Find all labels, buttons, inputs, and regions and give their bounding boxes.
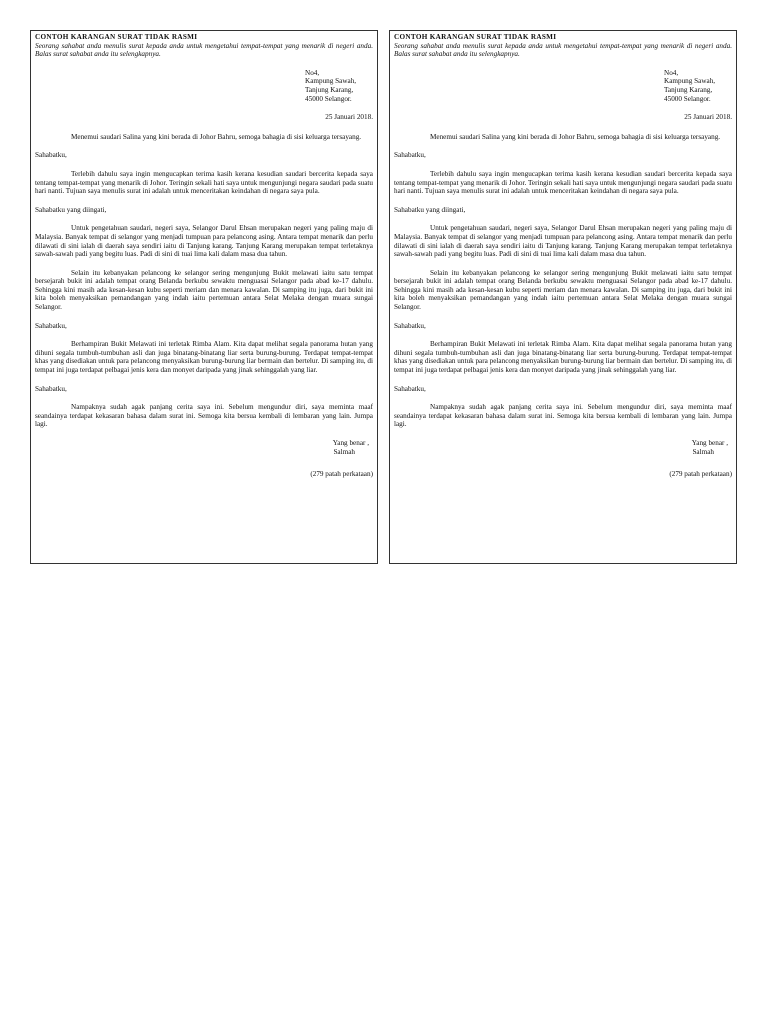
- body-paragraph: Terlebih dahulu saya ingin mengucapkan terima kasih kerana kesudian saudari bercerita kepada saya tentang tempat-tempat yang menarik di Johor. Teringin sekali hati saya untuk mengunjungi negara saudari pada suatu hari nanti. Tujuan saya menulis surat ini adalah untuk menceritakan keindahan di negara saya pula.: [394, 169, 732, 196]
- body-paragraph: Selain itu kebanyakan pelancong ke selangor sering mengunjung Bukit melawati iaitu satu tempat bersejarah bukit ini adalah tempat orang Belanda berkubu sewaktu menguasai Selangor pada abad ke-17 dahulu. Sehingga kini masih ada kesan-kesan kubu seperti meriam dan menara kawalan. Di samping itu juga, dari bukit ini kita boleh menyaksikan pemandangan yang indah iaitu pertemuan antara Selat Melaka dengan muara sungai Selangor.: [35, 268, 373, 312]
- salutation: Sahabatku,: [35, 384, 67, 393]
- word-count: (279 patah perkataan): [310, 470, 373, 479]
- page-title: CONTOH KARANGAN SURAT TIDAK RASMI: [394, 33, 557, 41]
- salutation: Sahabatku,: [394, 151, 426, 160]
- letter-date: 25 Januari 2018.: [684, 113, 732, 122]
- salutation: Sahabatku,: [35, 151, 67, 160]
- closing-block: [394, 439, 728, 456]
- address-line: 45000 Selangor.: [305, 94, 352, 103]
- address-line: No4,: [305, 68, 320, 77]
- sender-address: [305, 69, 373, 103]
- greeting-paragraph: Menemui saudari Salina yang kini berada di Johor Bahru, semoga bahagia di sisi keluarga tersayang.: [430, 132, 721, 141]
- body-paragraph: Untuk pengetahuan saudari, negeri saya, Selangor Darul Ehsan merupakan negeri yang paling maju di Malaysia. Banyak tempat di selangor yang menjadi tumpuan para pelancong asing. Antara tempat menarik dan perlu dilawati di sini ialah di daerah saya sendiri iaitu di Tanjung karang. Tanjung Karang merupakan tempat terletaknya sawah-sawah padi yang begitu luas. Padi di sini di tuai lima kali dalam masa dua tahun.: [394, 224, 732, 259]
- address-line: Kampung Sawah,: [664, 77, 716, 86]
- signature-name: Salmah: [333, 447, 355, 456]
- closing-text: Yang benar ,: [691, 439, 728, 447]
- greeting-paragraph: Menemui saudari Salina yang kini berada di Johor Bahru, semoga bahagia di sisi keluarga tersayang.: [71, 132, 362, 141]
- body-paragraph: Nampaknya sudah agak panjang cerita saya ini. Sebelum mengundur diri, saya meminta maaf seandainya terdapat kekasaran bahasa dalam surat ini. Semoga kita bersua kembali di lembaran yang lain. Jumpa lagi.: [394, 403, 732, 429]
- closing-text: Yang benar ,: [332, 439, 369, 447]
- address-line: 45000 Selangor.: [664, 94, 711, 103]
- salutation: Sahabatku,: [35, 321, 67, 330]
- salutation: Sahabatku,: [394, 384, 426, 393]
- sender-address: [664, 69, 732, 103]
- salutation: Sahabatku yang diingati,: [35, 205, 107, 214]
- address-line: Tanjung Karang,: [305, 85, 354, 94]
- body-paragraph: Terlebih dahulu saya ingin mengucapkan terima kasih kerana kesudian saudari bercerita kepada saya tentang tempat-tempat yang menarik di Johor. Teringin sekali hati saya untuk mengunjungi negara saudari pada suatu hari nanti. Tujuan saya menulis surat ini adalah untuk menceritakan keindahan di negara saya pula.: [35, 169, 373, 196]
- body-paragraph: Untuk pengetahuan saudari, negeri saya, Selangor Darul Ehsan merupakan negeri yang paling maju di Malaysia. Banyak tempat di selangor yang menjadi tumpuan para pelancong asing. Antara tempat menarik dan perlu dilawati di sini ialah di daerah saya sendiri iaitu di Tanjung karang. Tanjung Karang merupakan tempat terletaknya sawah-sawah padi yang begitu luas. Padi di sini di tuai lima kali dalam masa dua tahun.: [35, 224, 373, 259]
- salutation: Sahabatku yang diingati,: [394, 205, 466, 214]
- address-line: No4,: [664, 68, 679, 77]
- word-count: (279 patah perkataan): [669, 470, 732, 479]
- address-line: Tanjung Karang,: [664, 85, 713, 94]
- body-paragraph: Nampaknya sudah agak panjang cerita saya ini. Sebelum mengundur diri, saya meminta maaf seandainya terdapat kekasaran bahasa dalam surat ini. Semoga kita bersua kembali di lembaran yang lain. Jumpa lagi.: [35, 403, 373, 429]
- question-text: Seorang sahabat anda menulis surat kepada anda untuk mengetahui tempat-tempat yang menarik di negeri anda. Balas surat sahabat anda itu selengkapnya.: [394, 41, 732, 59]
- body-paragraph: Selain itu kebanyakan pelancong ke selangor sering mengunjung Bukit melawati iaitu satu tempat bersejarah bukit ini adalah tempat orang Belanda berkubu sewaktu menguasai Selangor pada abad ke-17 dahulu. Sehingga kini masih ada kesan-kesan kubu seperti meriam dan menara kawalan. Di samping itu juga, dari bukit ini kita boleh menyaksikan pemandangan yang indah iaitu pertemuan antara Selat Melaka dengan muara sungai Selangor.: [394, 268, 732, 312]
- signature-name: Salmah: [692, 447, 714, 456]
- question-text: Seorang sahabat anda menulis surat kepada anda untuk mengetahui tempat-tempat yang menarik di negeri anda. Balas surat sahabat anda itu selengkapnya.: [35, 41, 373, 59]
- letter-page-left: [30, 30, 378, 564]
- page-title: CONTOH KARANGAN SURAT TIDAK RASMI: [35, 33, 198, 41]
- letter-page-right: [389, 30, 737, 564]
- body-paragraph: Berhampiran Bukit Melawati ini terletak Rimba Alam. Kita dapat melihat segala panorama hutan yang dihuni segala tumbuh-tumbuhan asli dan juga binatang-binatang liar serta burung-burung. Terdapat tempat-tempat khas yang disediakan untuk para pelancong menyaksikan burung-burung liar bermain dan bertelur. Di samping itu, di tempat ini juga terdapat pelbagai jenis kera dan monyet daripada yang jinak sehinggalah yang liar.: [35, 340, 373, 375]
- letter-date: 25 Januari 2018.: [325, 113, 373, 122]
- body-paragraph: Berhampiran Bukit Melawati ini terletak Rimba Alam. Kita dapat melihat segala panorama hutan yang dihuni segala tumbuh-tumbuhan asli dan juga binatang-binatang liar serta burung-burung. Terdapat tempat-tempat khas yang disediakan untuk para pelancong menyaksikan burung-burung liar bermain dan bertelur. Di samping itu, di tempat ini juga terdapat pelbagai jenis kera dan monyet daripada yang jinak sehinggalah yang liar.: [394, 340, 732, 375]
- address-line: Kampung Sawah,: [305, 77, 357, 86]
- closing-block: [35, 439, 369, 456]
- salutation: Sahabatku,: [394, 321, 426, 330]
